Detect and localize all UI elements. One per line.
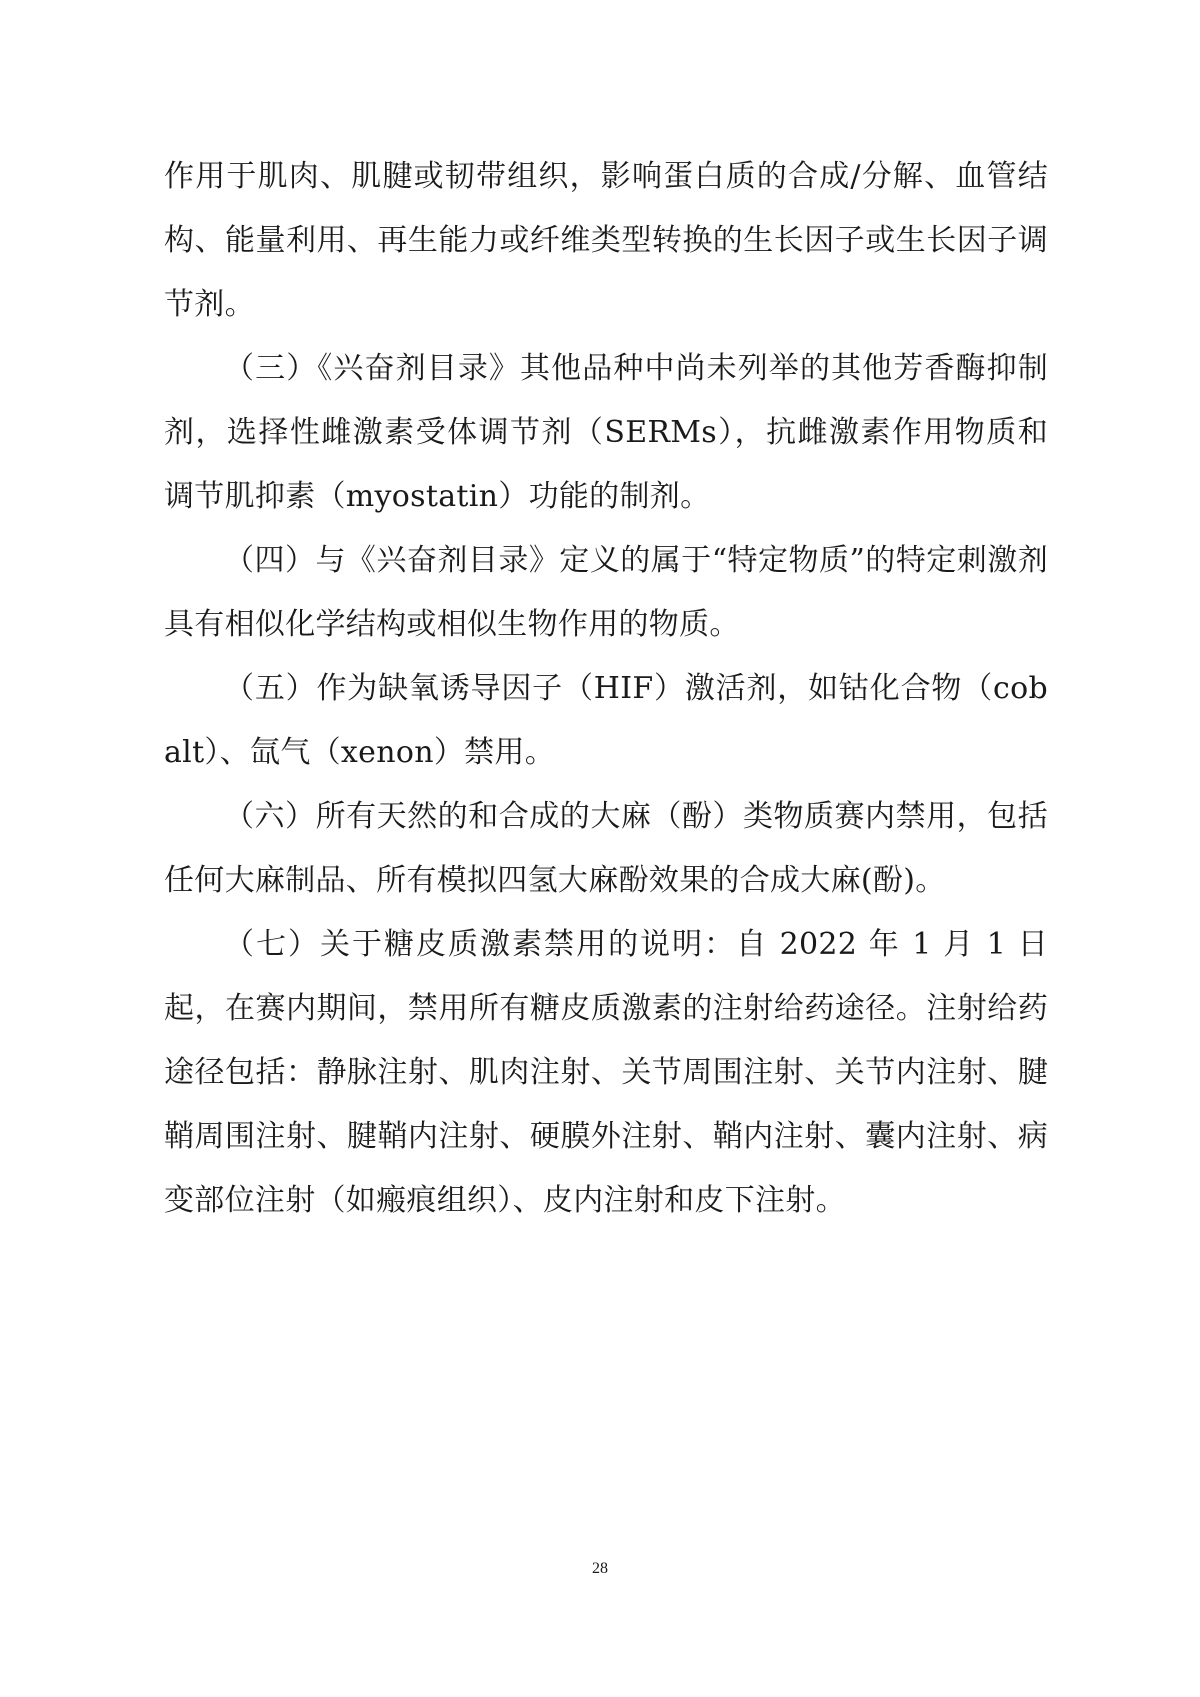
paragraph-item-4: （四）与《兴奋剂目录》定义的属于“特定物质”的特定刺激剂具有相似化学结构或相似生物作用的物质。 bbox=[164, 543, 1048, 642]
page-number: 28 bbox=[592, 1560, 608, 1577]
paragraph-growth-factors: 作用于肌肉、肌腱或韧带组织，影响蛋白质的合成/分解、血管结构、能量利用、再生能力或纤维类型转换的生长因子或生长因子调节剂。 bbox=[164, 159, 1048, 322]
document-body bbox=[164, 145, 1048, 1233]
paragraph-item-3: （三）《兴奋剂目录》其他品种中尚未列举的其他芳香酶抑制剂，选择性雌激素受体调节剂（SERMs），抗雌激素作用物质和调节肌抑素（myostatin）功能的制剂。 bbox=[164, 351, 1048, 514]
paragraph-item-6: （六）所有天然的和合成的大麻（酚）类物质赛内禁用，包括任何大麻制品、所有模拟四氢大麻酚效果的合成大麻(酚)。 bbox=[164, 799, 1048, 898]
paragraph-item-5: （五）作为缺氧诱导因子（HIF）激活剂，如钴化合物（cobalt）、氙气（xenon）禁用。 bbox=[164, 671, 1048, 770]
paragraph-item-7: （七）关于糖皮质激素禁用的说明：自 2022 年 1 月 1 日起，在赛内期间，禁用所有糖皮质激素的注射给药途径。注射给药途径包括：静脉注射、肌肉注射、关节周围注射、关节内注射、腱鞘周围注射、腱鞘内注射、硬膜外注射、鞘内注射、囊内注射、病变部位注射（如瘢痕组织）、皮内注射和皮下注射。 bbox=[164, 927, 1048, 1218]
